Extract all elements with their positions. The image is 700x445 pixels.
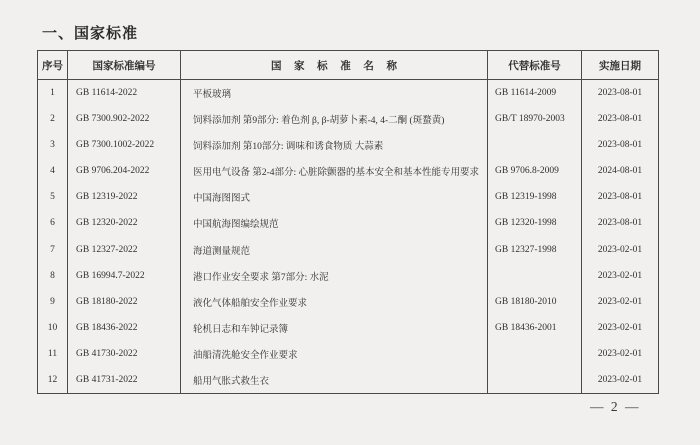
cell-implementation-date: 2023-02-01 xyxy=(597,270,643,281)
cell-replaced-standard xyxy=(488,263,582,289)
page-number: — 2 — xyxy=(590,399,641,414)
table-header-row xyxy=(38,51,658,80)
cell-standard-name: 饲料添加剂 第9部分: 着色剂 β, β-胡萝卜素-4, 4-二酮 (斑蝥黄) xyxy=(181,106,488,132)
cell-implementation-date: 2023-08-01 xyxy=(597,192,643,203)
cell-serial-number: 11 xyxy=(38,341,68,367)
cell-standard-name: 医用电气设备 第2-4部分: 心脏除颤器的基本安全和基本性能专用要求 xyxy=(181,158,488,184)
cell-serial-number: 4 xyxy=(38,158,68,184)
cell-standard-name: 中国海图图式 xyxy=(181,184,488,210)
table-row xyxy=(38,341,658,367)
cell-replaced-standard: GB 18436-2001 xyxy=(488,315,582,341)
cell-implementation-date: 2023-02-01 xyxy=(597,374,643,385)
cell-standard-code: GB 12327-2022 xyxy=(68,236,181,262)
table-row xyxy=(38,106,658,132)
cell-replaced-standard: GB 12327-1998 xyxy=(488,236,582,262)
cell-replaced-standard: GB 18180-2010 xyxy=(488,289,582,315)
cell-serial-number: 8 xyxy=(38,263,68,289)
column-header-replaced-standard: 代替标准号 xyxy=(488,51,582,79)
cell-replaced-standard: GB 11614-2009 xyxy=(488,80,582,106)
cell-standard-code: GB 16994.7-2022 xyxy=(68,263,181,289)
table-row xyxy=(38,158,658,184)
cell-serial-number: 5 xyxy=(38,184,68,210)
cell-replaced-standard: GB 12319-1998 xyxy=(488,184,582,210)
cell-standard-code: GB 12319-2022 xyxy=(68,184,181,210)
cell-implementation-date: 2023-08-01 xyxy=(597,140,643,151)
cell-serial-number: 10 xyxy=(38,315,68,341)
cell-replaced-standard: GB 9706.8-2009 xyxy=(488,158,582,184)
table-row xyxy=(38,367,658,393)
table-row xyxy=(38,210,658,236)
cell-implementation-date: 2023-08-01 xyxy=(597,114,643,125)
cell-serial-number: 7 xyxy=(38,236,68,262)
cell-standard-code: GB 7300.1002-2022 xyxy=(68,132,181,158)
cell-standard-code: GB 41730-2022 xyxy=(68,341,181,367)
cell-implementation-date: 2024-08-01 xyxy=(597,166,643,177)
cell-serial-number: 1 xyxy=(38,80,68,106)
cell-standard-name: 轮机日志和车钟记录簿 xyxy=(181,315,488,341)
table-row xyxy=(38,236,658,262)
cell-implementation-date: 2023-02-01 xyxy=(597,348,643,359)
cell-standard-name: 海道测量规范 xyxy=(181,236,488,262)
cell-implementation-date: 2023-02-01 xyxy=(597,244,643,255)
cell-standard-code: GB 12320-2022 xyxy=(68,210,181,236)
table-row xyxy=(38,289,658,315)
cell-standard-name: 饲料添加剂 第10部分: 调味和诱食物质 大蒜素 xyxy=(181,132,488,158)
cell-replaced-standard xyxy=(488,132,582,158)
cell-implementation-date: 2023-08-01 xyxy=(597,218,643,229)
cell-standard-code: GB 18180-2022 xyxy=(68,289,181,315)
cell-implementation-date: 2023-02-01 xyxy=(597,322,643,333)
table-row xyxy=(38,315,658,341)
column-header-implementation-date: 实施日期 xyxy=(599,60,641,72)
cell-serial-number: 9 xyxy=(38,289,68,315)
cell-serial-number: 2 xyxy=(38,106,68,132)
column-header-standard-name: 国 家 标 准 名 称 xyxy=(181,51,488,79)
cell-serial-number: 12 xyxy=(38,367,68,393)
cell-standard-code: GB 7300.902-2022 xyxy=(68,106,181,132)
table-row xyxy=(38,184,658,210)
cell-standard-name: 液化气体船舶安全作业要求 xyxy=(181,289,488,315)
standards-table xyxy=(37,50,659,394)
cell-standard-name: 港口作业安全要求 第7部分: 水泥 xyxy=(181,263,488,289)
cell-implementation-date: 2023-08-01 xyxy=(597,88,643,99)
cell-standard-name: 中国航海图编绘规范 xyxy=(181,210,488,236)
cell-replaced-standard xyxy=(488,341,582,367)
table-row xyxy=(38,263,658,289)
cell-standard-code: GB 9706.204-2022 xyxy=(68,158,181,184)
column-header-serial-number: 序号 xyxy=(38,51,68,79)
cell-implementation-date: 2023-02-01 xyxy=(597,296,643,307)
table-body xyxy=(38,80,658,393)
cell-replaced-standard xyxy=(488,367,582,393)
cell-standard-code: GB 18436-2022 xyxy=(68,315,181,341)
cell-serial-number: 3 xyxy=(38,132,68,158)
table-row xyxy=(38,80,658,106)
section-title: 一、国家标准 xyxy=(42,26,139,42)
column-header-standard-code: 国家标准编号 xyxy=(68,51,181,79)
cell-replaced-standard: GB/T 18970-2003 xyxy=(488,106,582,132)
cell-standard-code: GB 41731-2022 xyxy=(68,367,181,393)
cell-standard-name: 平板玻璃 xyxy=(181,80,488,106)
cell-standard-code: GB 11614-2022 xyxy=(68,80,181,106)
table-row xyxy=(38,132,658,158)
cell-standard-name: 船用气胀式救生衣 xyxy=(181,367,488,393)
cell-standard-name: 油船清洗舱安全作业要求 xyxy=(181,341,488,367)
cell-serial-number: 6 xyxy=(38,210,68,236)
cell-replaced-standard: GB 12320-1998 xyxy=(488,210,582,236)
